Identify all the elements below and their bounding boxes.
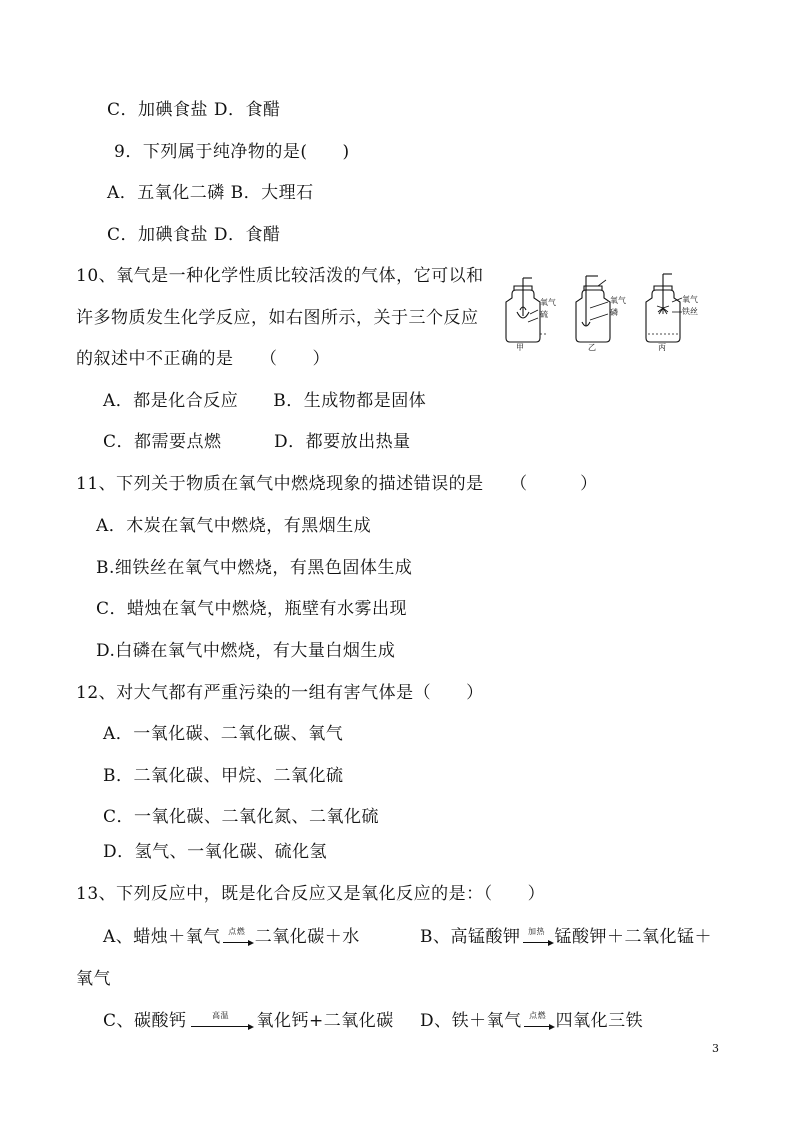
q13-option-b xyxy=(420,926,712,948)
reaction-arrow xyxy=(524,1010,552,1031)
arrow-condition: 高温 xyxy=(212,1010,230,1020)
q12-stem: 12、对大气都有严重污染的一组有害气体是（ ） xyxy=(76,683,484,703)
q11-option-d: D.白磷在氧气中燃烧，有大量白烟生成 xyxy=(96,641,396,661)
q11-stem: 11、下列关于物质在氧气中燃烧现象的描述错误的是 （ ） xyxy=(76,474,598,494)
q13-c-products: 氧化钙+二氧化碳 xyxy=(256,1011,394,1031)
jar-bing-gas-label: 氧气 xyxy=(682,295,698,304)
jar-bing xyxy=(646,274,682,342)
q11-option-c: C．蜡烛在氧气中燃烧，瓶壁有水雾出现 xyxy=(96,599,408,619)
q13-d-products: 四氧化三铁 xyxy=(555,1011,644,1031)
q13-d-reactants: D、铁＋氧气 xyxy=(420,1011,522,1031)
jar-jia-gas-label: 氧气 xyxy=(540,298,556,307)
q8-options-cd: C．加碘食盐 D．食醋 xyxy=(107,100,281,120)
arrow-condition: 点燃 xyxy=(529,1010,547,1020)
page-number: 3 xyxy=(712,1042,719,1055)
jar-jia-name: 甲 xyxy=(516,343,524,352)
reaction-arrow xyxy=(523,926,551,947)
arrow-condition: 加热 xyxy=(528,926,545,936)
q13-stem: 13、下列反应中，既是化合反应又是氧化反应的是：（ ） xyxy=(76,884,546,904)
q10-stem-line2: 许多物质发生化学反应，如右图所示，关于三个反应 xyxy=(76,308,479,328)
q9-options-cd: C．加碘食盐 D．食醋 xyxy=(107,225,281,245)
q12-option-b: B．二氧化碳、甲烷、二氧化硫 xyxy=(103,766,344,786)
oxygen-combustion-figure xyxy=(502,272,708,352)
q12-option-d: D．氢气、一氧化碳、硫化氢 xyxy=(103,842,328,862)
q9-options-ab: A．五氧化二磷 B．大理石 xyxy=(107,183,314,203)
jar-yi-name: 乙 xyxy=(588,343,596,352)
q13-b-products: 锰酸钾＋二氧化锰＋ xyxy=(554,927,712,947)
reaction-arrow xyxy=(223,926,251,947)
q13-a-reactants: A、蜡烛＋氧气 xyxy=(103,927,221,947)
q10-stem-line3: 的叙述中不正确的是 （ ） xyxy=(76,349,330,369)
q13-b-reactants: B、高锰酸钾 xyxy=(420,927,521,947)
q11-option-b: B.细铁丝在氧气中燃烧，有黑色固体生成 xyxy=(96,558,413,578)
q12-option-a: A．一氧化碳、二氧化碳、氧气 xyxy=(103,724,344,744)
jar-bing-name: 丙 xyxy=(658,343,666,352)
arrow-condition: 点燃 xyxy=(228,926,246,936)
jar-yi-gas-label: 氧气 xyxy=(610,296,626,305)
q13-option-a xyxy=(103,926,360,948)
q12-option-c: C．一氧化碳、二氧化氮、二氧化硫 xyxy=(103,807,380,827)
combustion-jars-drawing xyxy=(502,272,708,352)
q10-stem-line1: 10、氧气是一种化学性质比较活泼的气体，它可以和 xyxy=(76,266,484,286)
q10-options-cd: C．都需要点燃 D．都要放出热量 xyxy=(103,432,411,452)
jar-bing-substance-label: 铁丝 xyxy=(682,307,698,316)
q13-option-c xyxy=(103,1010,394,1032)
jar-yi-substance-label: 磷 xyxy=(610,308,618,317)
q11-option-a: A．木炭在氧气中燃烧，有黑烟生成 xyxy=(96,516,372,536)
reaction-arrow xyxy=(191,1010,251,1031)
jar-jia-substance-label: 硫 xyxy=(540,310,548,319)
q13-a-products: 二氧化碳＋水 xyxy=(254,927,360,947)
q10-options-ab: A．都是化合反应 B．生成物都是固体 xyxy=(103,391,427,411)
jar-yi xyxy=(576,276,610,342)
q13-c-reactants: C、碳酸钙 xyxy=(103,1011,187,1031)
q13-option-d xyxy=(420,1010,643,1032)
q9-stem: 9．下列属于纯净物的是( ) xyxy=(114,142,350,162)
q13-option-b-continued: 氧气 xyxy=(76,969,111,989)
